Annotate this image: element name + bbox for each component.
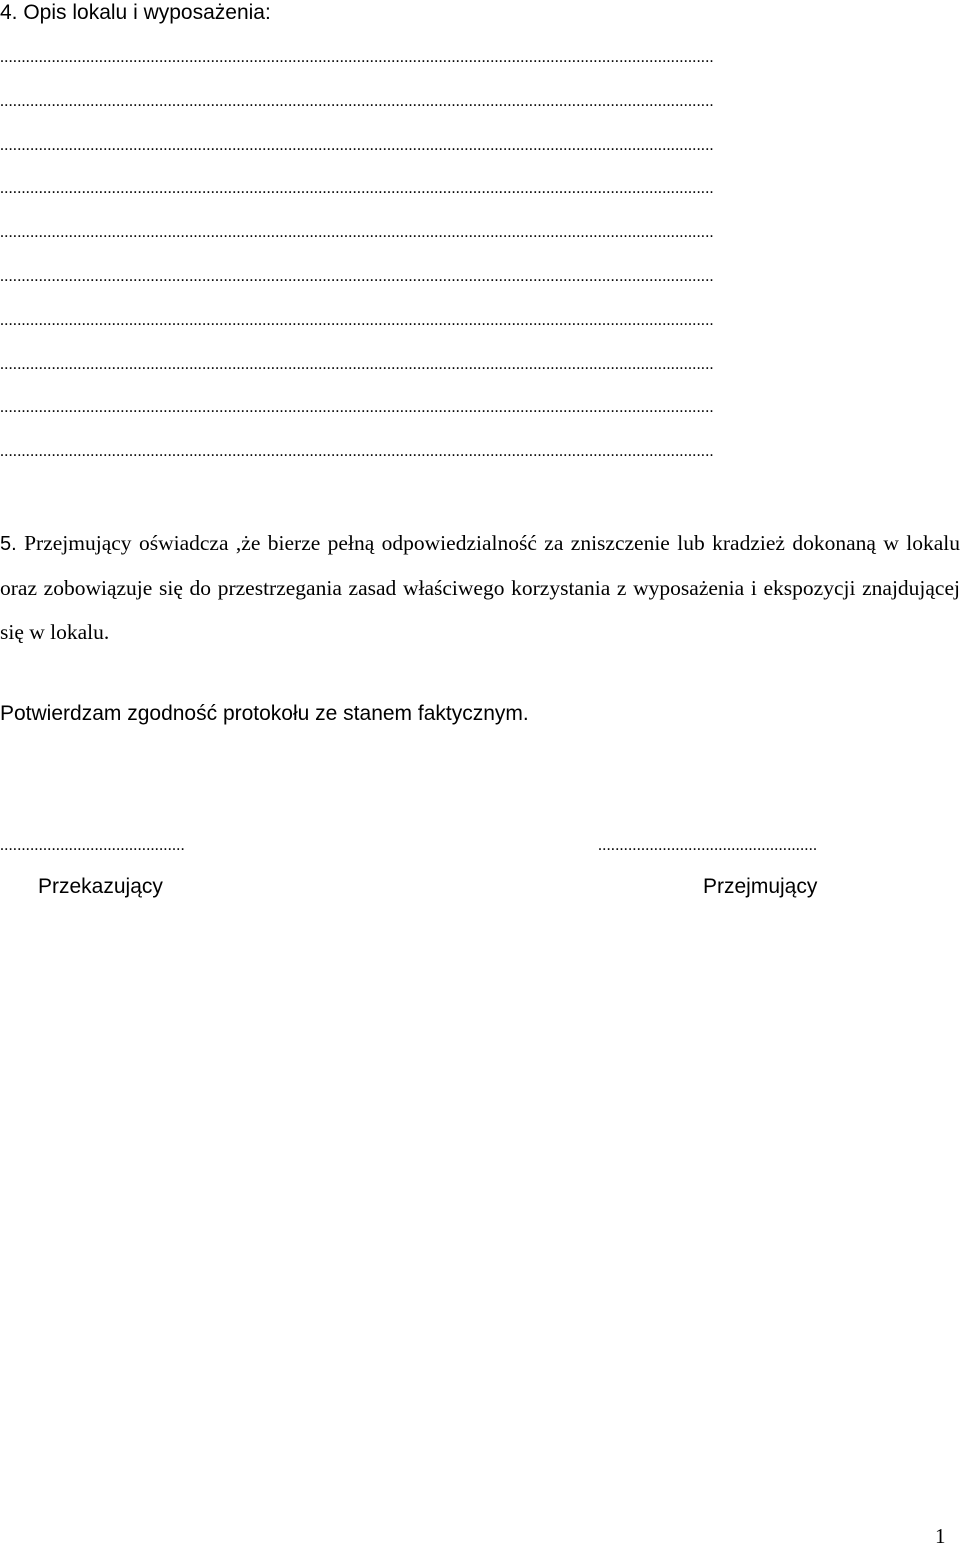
- dotted-fill-line: ......................................................................................................................................................................: [0, 355, 714, 373]
- receiver-signature-line: ...................................................: [598, 837, 818, 854]
- dotted-fill-line: ......................................................................................................................................................................: [0, 49, 714, 66]
- handover-signature-label: Przekazujący: [38, 875, 163, 898]
- confirmation-statement: Potwierdzam zgodność protokołu ze stanem faktycznym.: [0, 702, 529, 725]
- page-number: 1: [935, 1524, 946, 1548]
- section-4-heading: 4. Opis lokalu i wyposażenia:: [0, 1, 271, 24]
- description-dotted-lines: [0, 40, 870, 478]
- dotted-fill-line: ......................................................................................................................................................................: [0, 92, 714, 110]
- dotted-fill-line: ......................................................................................................................................................................: [0, 224, 714, 242]
- dotted-fill-line: ......................................................................................................................................................................: [0, 443, 714, 461]
- dotted-fill-line: ......................................................................................................................................................................: [0, 267, 714, 285]
- dotted-fill-line: ......................................................................................................................................................................: [0, 136, 714, 154]
- section-5-number: 5.: [0, 533, 17, 555]
- section-5-text: Przejmujący oświadcza ,że bierze pełną odpowiedzialność za zniszczenie lub kradzież dokonaną w lokalu oraz zobowiązuje się do przestrzegania zasad właściwego korzystania z wyposażenia i ekspozycji znajdującej się w lokalu.: [0, 531, 960, 644]
- dotted-fill-line: ......................................................................................................................................................................: [0, 180, 714, 198]
- section-5-paragraph: [0, 521, 960, 654]
- dotted-fill-line: ......................................................................................................................................................................: [0, 311, 714, 329]
- handover-signature-line: ...........................................: [0, 837, 185, 854]
- dotted-fill-line: ......................................................................................................................................................................: [0, 399, 714, 417]
- receiver-signature-label: Przejmujący: [703, 875, 818, 898]
